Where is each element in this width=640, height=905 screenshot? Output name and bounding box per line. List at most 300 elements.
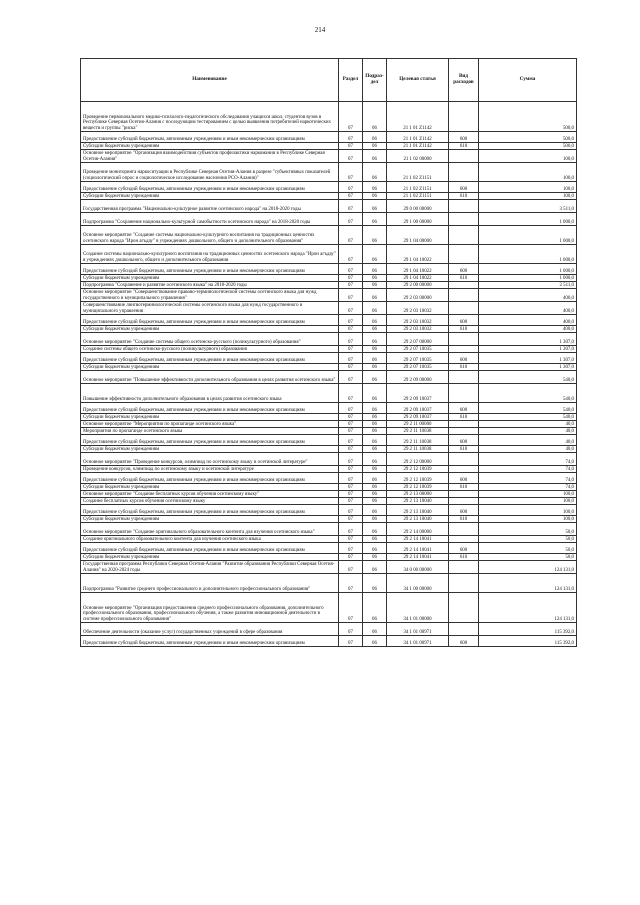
row-subsection-cell: 06 [363,384,387,403]
row-target-cell: 29 2 11 00000 [387,421,449,428]
row-sum-cell: 124 131,0 [479,574,577,593]
row-name-cell: Субсидии бюджетным учреждениям [81,554,339,561]
row-expense-cell: 600 [449,435,479,446]
row-subsection-cell: 06 [363,213,387,226]
row-name-cell: Субсидии бюджетным учреждениям [81,275,339,282]
row-target-cell: 29 2 03 10032 [387,326,449,333]
table-header-row [81,59,577,102]
row-sum-cell: 50,0 [479,554,577,561]
table-row [81,574,577,593]
table-row [81,435,577,446]
row-sum-cell: 100,0 [479,150,577,163]
table-row [81,326,577,333]
row-name-cell: Подпрограмма "Сохранение национально-культурной самобытности осетинского народа" на 2018-2020 годы [81,213,339,226]
header-name: Наименование [81,59,339,102]
row-expense-cell [449,346,479,353]
row-expense-cell [449,163,479,182]
row-expense-cell [449,384,479,403]
row-subsection-cell: 06 [363,505,387,516]
table-row [81,403,577,414]
row-section-cell: 07 [339,226,363,245]
row-name-cell: Субсидии бюджетным учреждениям [81,364,339,371]
row-section-cell: 07 [339,428,363,435]
row-subsection-cell: 06 [363,543,387,554]
row-section-cell: 07 [339,636,363,647]
table-row [81,516,577,523]
row-subsection-cell: 06 [363,414,387,421]
row-target-cell: 29 2 09 10037 [387,414,449,421]
row-name-cell: Основное мероприятие "Организация предоставления среднего профессионального образования, дополнительного профессионального образования, профессионального обучения, а также развития инновационной деятельности в системе профессионального образования" [81,593,339,623]
row-sum-cell: 115 392,0 [479,636,577,647]
row-name-cell: Основное мероприятие "Мероприятия по пропаганде осетинского языка" [81,421,339,428]
row-section-cell: 07 [339,213,363,226]
row-name-cell: Предоставление субсидий бюджетным, автономным учреждениям и иным некоммерческим организациям [81,473,339,484]
row-subsection-cell: 06 [363,182,387,193]
row-expense-cell [449,282,479,289]
row-section-cell: 07 [339,364,363,371]
row-sum-cell: 40,0 [479,421,577,428]
row-subsection-cell: 06 [363,446,387,453]
row-expense-cell [449,523,479,536]
row-sum-cell: 50,0 [479,543,577,554]
table-row [81,414,577,421]
row-section-cell: 07 [339,275,363,282]
row-expense-cell [449,302,479,315]
row-subsection-cell: 06 [363,200,387,213]
row-subsection-cell: 06 [363,484,387,491]
row-name-cell: Подпрограмма "Сохранение и развитие осетинского языка" на 2018-2020 годы [81,282,339,289]
row-target-cell: 29 2 09 00000 [387,371,449,384]
row-name-cell: Создание оригинального образовательного контента для изучения осетинского языка [81,536,339,543]
row-section-cell: 07 [339,403,363,414]
table-row [81,275,577,282]
row-expense-cell: 600 [449,182,479,193]
row-subsection-cell: 06 [363,403,387,414]
row-section-cell: 07 [339,561,363,574]
table-row [81,453,577,466]
row-section-cell: 07 [339,245,363,264]
table-row [81,623,577,636]
row-target-cell: 29 1 04 00000 [387,226,449,245]
row-section-cell: 07 [339,282,363,289]
row-target-cell: 29 2 09 10037 [387,384,449,403]
row-target-cell: 29 2 13 10040 [387,505,449,516]
row-section-cell: 07 [339,516,363,523]
row-name-cell: Субсидии бюджетным учреждениям [81,143,339,150]
row-name-cell: Основное мероприятие "Проведение конкурсов, олимпиад по осетинскому языку и осетинской литературе" [81,453,339,466]
table-row [81,364,577,371]
table-row [81,484,577,491]
row-expense-cell [449,428,479,435]
row-expense-cell [449,421,479,428]
table-row [81,264,577,275]
row-sum-cell: 540,0 [479,403,577,414]
row-name-cell: Предоставление субсидий бюджетным, автономным учреждениям и иным некоммерческим организациям [81,353,339,364]
row-sum-cell: 74,0 [479,484,577,491]
row-name-cell: Субсидии бюджетным учреждениям [81,446,339,453]
row-section-cell: 07 [339,264,363,275]
row-expense-cell [449,561,479,574]
table-row [81,132,577,143]
row-expense-cell: 600 [449,543,479,554]
table-row [81,371,577,384]
row-name-cell: Субсидии бюджетным учреждениям [81,516,339,523]
row-section-cell: 07 [339,302,363,315]
row-subsection-cell: 06 [363,143,387,150]
row-section-cell: 07 [339,193,363,200]
row-expense-cell: 600 [449,315,479,326]
row-sum-cell: 1 000,0 [479,213,577,226]
row-sum-cell: 40,0 [479,446,577,453]
table-body [81,102,577,647]
row-expense-cell [449,466,479,473]
row-target-cell: 29 2 07 10035 [387,346,449,353]
row-expense-cell [449,150,479,163]
row-subsection-cell: 06 [363,466,387,473]
row-subsection-cell: 06 [363,275,387,282]
row-subsection-cell: 06 [363,523,387,536]
table-row [81,421,577,428]
row-subsection-cell: 06 [363,245,387,264]
row-subsection-cell: 06 [363,428,387,435]
row-sum-cell: 500,0 [479,102,577,132]
row-sum-cell: 100,0 [479,182,577,193]
row-section-cell: 07 [339,498,363,505]
row-expense-cell [449,574,479,593]
row-expense-cell [449,289,479,302]
row-expense-cell: 600 [449,473,479,484]
row-section-cell: 07 [339,289,363,302]
row-sum-cell: 100,0 [479,163,577,182]
row-subsection-cell: 06 [363,333,387,346]
row-subsection-cell: 06 [363,371,387,384]
row-section-cell: 07 [339,315,363,326]
table-row [81,428,577,435]
row-target-cell: 29 2 14 10041 [387,554,449,561]
row-name-cell: Предоставление субсидий бюджетным, автономным учреждениям и иным некоммерческим организациям [81,264,339,275]
row-name-cell: Подпрограмма "Развитие среднего профессионального и дополнительного профессионального образования" [81,574,339,593]
row-sum-cell: 40,0 [479,428,577,435]
row-subsection-cell: 06 [363,561,387,574]
row-name-cell: Основное мероприятие "Создание системы общего осетинско-русского (поликультурного) образования" [81,333,339,346]
row-section-cell: 07 [339,421,363,428]
table-row [81,353,577,364]
row-subsection-cell: 06 [363,289,387,302]
row-target-cell: 29 2 12 00000 [387,453,449,466]
row-subsection-cell: 06 [363,264,387,275]
table-row [81,102,577,132]
row-section-cell: 07 [339,353,363,364]
row-sum-cell: 400,0 [479,315,577,326]
row-target-cell: 29 2 14 10041 [387,536,449,543]
row-target-cell: 34 1 01 00971 [387,636,449,647]
table-row [81,523,577,536]
table-row [81,505,577,516]
table-row [81,593,577,623]
row-target-cell: 34 1 00 00000 [387,574,449,593]
header-sum: Сумма [479,59,577,102]
row-sum-cell: 100,0 [479,491,577,498]
table-row [81,561,577,574]
row-section-cell: 07 [339,554,363,561]
table-row [81,226,577,245]
row-target-cell: 29 2 12 10039 [387,484,449,491]
row-section-cell: 07 [339,574,363,593]
row-subsection-cell: 06 [363,302,387,315]
row-sum-cell: 3 511,0 [479,200,577,213]
row-expense-cell: 600 [449,636,479,647]
row-target-cell: 21 1 02 Z1151 [387,163,449,182]
row-subsection-cell: 06 [363,353,387,364]
row-name-cell: Обеспечение деятельности (оказание услуг) государственных учреждений в сфере образования [81,623,339,636]
row-subsection-cell: 06 [363,326,387,333]
row-section-cell: 07 [339,593,363,623]
row-name-cell: Субсидии бюджетным учреждениям [81,326,339,333]
table-row [81,182,577,193]
row-name-cell: Субсидии бюджетным учреждениям [81,414,339,421]
row-sum-cell: 400,0 [479,289,577,302]
row-subsection-cell: 06 [363,554,387,561]
row-subsection-cell: 06 [363,193,387,200]
row-name-cell: Создание бесплатных курсов обучения осетинскому языку [81,498,339,505]
header-target: Целевая статья [387,59,449,102]
row-name-cell: Основное мероприятие "Создание оригинального образовательного контента для изучения осетинского языка" [81,523,339,536]
budget-table [80,58,577,647]
row-section-cell: 07 [339,446,363,453]
page-number: 214 [314,26,326,34]
row-expense-cell: 600 [449,353,479,364]
row-sum-cell: 100,0 [479,193,577,200]
row-target-cell: 29 2 09 10037 [387,403,449,414]
row-name-cell: Основное мероприятие "Совершенствование правово-терминологической системы осетинского языка для нужд государственного и муниципального управления" [81,289,339,302]
row-sum-cell: 500,0 [479,132,577,143]
row-section-cell: 07 [339,623,363,636]
row-expense-cell: 600 [449,403,479,414]
row-sum-cell: 124 131,0 [479,561,577,574]
row-subsection-cell: 06 [363,435,387,446]
row-section-cell: 07 [339,150,363,163]
row-target-cell: 29 2 11 10038 [387,446,449,453]
row-name-cell: Проведение первоначального медико-психолого-педагогического обследования учащихся школ, студентов вузов в Республике Северная Осетия-Алания с последующим тестированием с целью выявления потребителей наркотических веществ и группы "риска" [81,102,339,132]
row-sum-cell: 40,0 [479,435,577,446]
row-target-cell: 29 1 04 10022 [387,275,449,282]
row-target-cell: 21 1 01 Z1142 [387,132,449,143]
row-expense-cell [449,498,479,505]
row-sum-cell: 1 307,0 [479,364,577,371]
table-row [81,554,577,561]
row-section-cell: 07 [339,384,363,403]
table-row [81,536,577,543]
row-name-cell: Государственная программа Республики Северная Осетия-Алания "Развитие образования Республики Северная Осетия-Алания" на 2020-2024 годы [81,561,339,574]
row-subsection-cell: 06 [363,636,387,647]
row-target-cell: 29 0 00 00000 [387,200,449,213]
row-subsection-cell: 06 [363,346,387,353]
row-section-cell: 07 [339,466,363,473]
row-name-cell: Предоставление субсидий бюджетным, автономным учреждениям и иным некоммерческим организациям [81,403,339,414]
row-sum-cell: 540,0 [479,414,577,421]
table-row [81,491,577,498]
row-expense-cell [449,102,479,132]
row-target-cell: 29 2 07 00000 [387,333,449,346]
row-sum-cell: 1 307,0 [479,353,577,364]
row-name-cell: Мероприятия по пропаганде осетинского языка [81,428,339,435]
row-sum-cell: 115 392,0 [479,623,577,636]
row-sum-cell: 500,0 [479,143,577,150]
row-expense-cell [449,453,479,466]
table-row [81,446,577,453]
header-subsection: Подраз-дел [363,59,387,102]
row-name-cell: Предоставление субсидий бюджетным, автономным учреждениям и иным некоммерческим организациям [81,182,339,193]
table-row [81,466,577,473]
row-expense-cell [449,333,479,346]
row-section-cell: 07 [339,371,363,384]
row-name-cell: Основное мероприятие "Создание бесплатных курсов обучения осетинскому языку" [81,491,339,498]
row-section-cell: 07 [339,435,363,446]
row-target-cell: 21 1 02 Z1151 [387,182,449,193]
row-sum-cell: 2 511,0 [479,282,577,289]
row-subsection-cell: 06 [363,593,387,623]
row-name-cell: Создание системы общего осетинско-русского (поликультурного) образования [81,346,339,353]
table-row [81,213,577,226]
table-row [81,636,577,647]
table-row [81,543,577,554]
table-row [81,193,577,200]
row-name-cell: Основное мероприятие "Повышение эффективности дополнительного образования в целях развития осетинского языка" [81,371,339,384]
row-name-cell: Проведение мониторинга наркоситуации в Республике Северная Осетия-Алания в разрезе "субъективных показателей (социологический опрос и социологическое исследование населения РСО-Алания)" [81,163,339,182]
row-target-cell: 29 2 12 10039 [387,466,449,473]
row-sum-cell: 1 000,0 [479,264,577,275]
row-expense-cell [449,200,479,213]
row-sum-cell: 50,0 [479,536,577,543]
row-section-cell: 07 [339,505,363,516]
row-sum-cell: 1 307,0 [479,333,577,346]
row-target-cell: 29 2 14 00000 [387,523,449,536]
row-expense-cell: 600 [449,505,479,516]
table-row [81,245,577,264]
row-target-cell: 34 1 01 00971 [387,623,449,636]
row-section-cell: 07 [339,163,363,182]
row-target-cell: 21 1 01 Z1142 [387,143,449,150]
row-section-cell: 07 [339,333,363,346]
row-subsection-cell: 06 [363,150,387,163]
row-subsection-cell: 06 [363,498,387,505]
row-section-cell: 07 [339,326,363,333]
row-expense-cell: 610 [449,326,479,333]
row-expense-cell [449,371,479,384]
row-section-cell: 07 [339,102,363,132]
row-section-cell: 07 [339,182,363,193]
row-target-cell: 29 2 13 00000 [387,491,449,498]
row-subsection-cell: 06 [363,536,387,543]
row-target-cell: 29 2 13 10040 [387,516,449,523]
row-subsection-cell: 06 [363,226,387,245]
row-subsection-cell: 06 [363,282,387,289]
row-section-cell: 07 [339,143,363,150]
row-target-cell: 21 1 02 00000 [387,150,449,163]
row-expense-cell [449,593,479,623]
row-subsection-cell: 06 [363,163,387,182]
table-row [81,163,577,182]
row-section-cell: 07 [339,536,363,543]
row-target-cell: 29 2 07 10035 [387,353,449,364]
table-row [81,473,577,484]
row-expense-cell [449,491,479,498]
row-subsection-cell: 06 [363,315,387,326]
row-name-cell: Основное мероприятие "Организация взаимодействия субъектов профилактики наркомании в Республике Северная Осетия-Алания" [81,150,339,163]
row-name-cell: Основное мероприятие "Создание системы национально-культурного воспитания на традиционных ценностях осетинского народа "Ирон агъдау" в учреждениях дошкольного, общего и дополнительного образования" [81,226,339,245]
row-target-cell: 29 2 03 00000 [387,289,449,302]
row-sum-cell: 1 000,0 [479,275,577,282]
row-name-cell: Совершенствование лингвотерминологической системы осетинского языка для нужд государственного и муниципального управления [81,302,339,315]
table-row [81,282,577,289]
row-name-cell: Предоставление субсидий бюджетным, автономным учреждениям и иным некоммерческим организациям [81,505,339,516]
row-name-cell: Создание системы национально-культурного воспитания на традиционных ценностях осетинского народа "Ирон агъдау" в учреждениях дошкольного, общего и дополнительного образования [81,245,339,264]
row-sum-cell: 100,0 [479,505,577,516]
row-name-cell: Проведение конкурсов, олимпиад по осетинскому языку и осетинской литературе [81,466,339,473]
row-name-cell: Субсидии бюджетным учреждениям [81,484,339,491]
row-section-cell: 07 [339,132,363,143]
row-section-cell: 07 [339,473,363,484]
header-section: Раздел [339,59,363,102]
table-row [81,498,577,505]
row-sum-cell: 1 000,0 [479,245,577,264]
row-name-cell: Государственная программа "Национально-культурное развитие осетинского народа" на 2018-2020 годы [81,200,339,213]
row-subsection-cell: 06 [363,102,387,132]
row-section-cell: 07 [339,491,363,498]
row-target-cell: 29 1 04 10022 [387,264,449,275]
row-target-cell: 29 2 03 10032 [387,315,449,326]
row-target-cell: 29 2 12 10039 [387,473,449,484]
row-subsection-cell: 06 [363,516,387,523]
row-expense-cell: 610 [449,446,479,453]
row-target-cell: 21 1 02 Z1151 [387,193,449,200]
row-target-cell: 21 1 01 Z1142 [387,102,449,132]
row-expense-cell: 610 [449,143,479,150]
row-target-cell: 29 2 13 10040 [387,498,449,505]
table-row [81,150,577,163]
row-expense-cell [449,213,479,226]
row-subsection-cell: 06 [363,473,387,484]
row-expense-cell: 610 [449,484,479,491]
row-expense-cell: 610 [449,554,479,561]
row-expense-cell [449,245,479,264]
row-sum-cell: 540,0 [479,371,577,384]
table-row [81,302,577,315]
row-expense-cell: 610 [449,414,479,421]
row-expense-cell [449,226,479,245]
row-section-cell: 07 [339,414,363,421]
row-subsection-cell: 06 [363,421,387,428]
row-sum-cell: 400,0 [479,302,577,315]
row-subsection-cell: 06 [363,132,387,143]
row-sum-cell: 74,0 [479,453,577,466]
row-sum-cell: 100,0 [479,516,577,523]
row-sum-cell: 540,0 [479,384,577,403]
row-expense-cell: 610 [449,516,479,523]
header-expense: Вид расходов [449,59,479,102]
row-target-cell: 34 1 01 00000 [387,593,449,623]
row-subsection-cell: 06 [363,574,387,593]
row-sum-cell: 74,0 [479,466,577,473]
row-expense-cell [449,536,479,543]
row-sum-cell: 74,0 [479,473,577,484]
row-name-cell: Предоставление субсидий бюджетным, автономным учреждениям и иным некоммерческим организациям [81,435,339,446]
row-expense-cell: 600 [449,264,479,275]
row-sum-cell: 100,0 [479,498,577,505]
row-subsection-cell: 06 [363,453,387,466]
table-row [81,200,577,213]
row-name-cell: Субсидии бюджетным учреждениям [81,193,339,200]
